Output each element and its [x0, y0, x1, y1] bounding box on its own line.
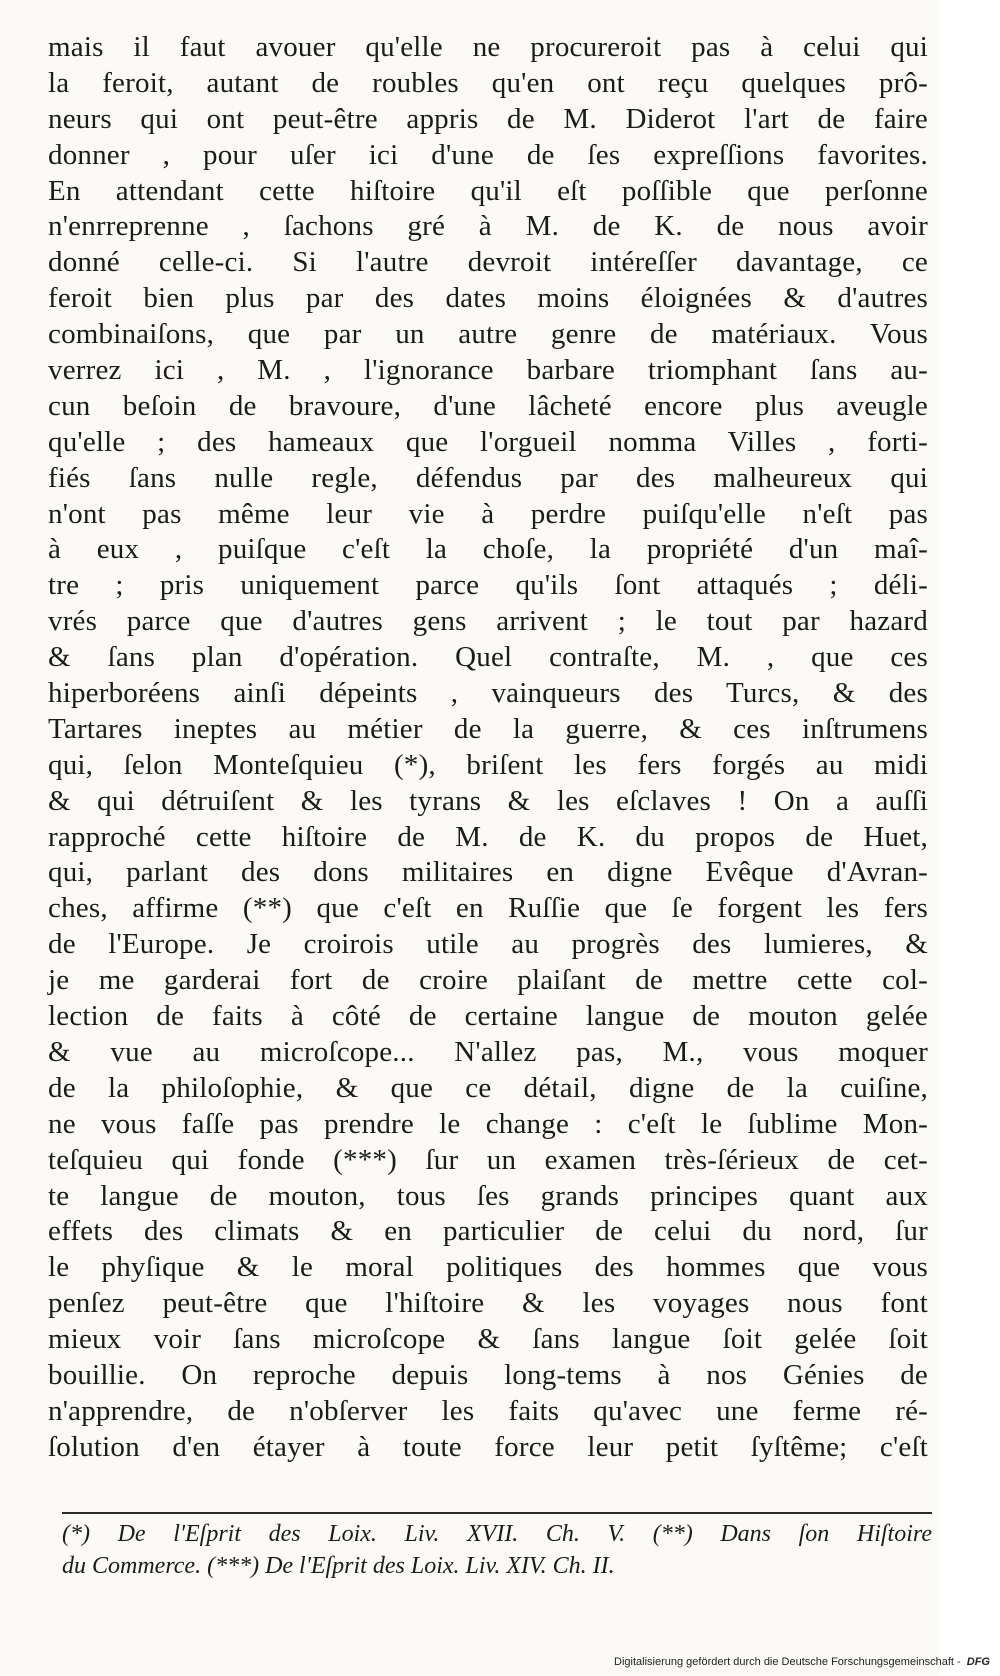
text-line: penſez peut-être que l'hiſtoire & les voyages nous font: [48, 1287, 928, 1320]
text-line: qu'elle ; des hameaux que l'orgueil nomma Villes , forti-: [48, 425, 928, 458]
text-line: Tartares ineptes au métier de la guerre, & ces inſtrumens: [48, 712, 928, 745]
text-line: n'enrreprenne , ſachons gré à M. de K. de nous avoir: [48, 210, 928, 243]
text-line: lection de faits à côté de certaine langue de mouton gelée: [48, 1000, 928, 1033]
text-line: & vue au microſcope... N'allez pas, M., vous moquer: [48, 1035, 928, 1068]
text-line: En attendant cette hiſtoire qu'il eſt poſſible que perſonne: [48, 174, 928, 207]
footnotes: [62, 1518, 932, 1582]
text-line: le phyſique & le moral politiques des hommes que vous: [48, 1251, 928, 1284]
text-line: qui, ſelon Monteſquieu (*), briſent les fers forgés au midi: [48, 748, 928, 781]
digitization-credit: [614, 1656, 990, 1668]
text-line: combinaiſons, que par un autre genre de matériaux. Vous: [48, 318, 928, 351]
text-line: vrés parce que d'autres gens arrivent ; le tout par hazard: [48, 605, 928, 638]
text-line: feroit bien plus par des dates moins éloignées & d'autres: [48, 282, 928, 315]
page-margin: [940, 0, 1000, 1676]
text-line: n'ont pas même leur vie à perdre puiſqu'elle n'eſt pas: [48, 497, 928, 530]
dfg-logo: DFG: [966, 1656, 990, 1668]
text-line: bouillie. On reproche depuis long-tems à nos Génies de: [48, 1358, 928, 1391]
text-line: & qui détruiſent & les tyrans & les eſclaves ! On a auſſi: [48, 784, 928, 817]
text-line: rapproché cette hiſtoire de M. de K. du propos de Huet,: [48, 820, 928, 853]
footnote-line: (*) De l'Eſprit des Loix. Liv. XVII. Ch. V. (**) Dans ſon Hiſtoire: [62, 1521, 932, 1547]
text-line: qui, parlant des dons militaires en digne Evêque d'Avran-: [48, 856, 928, 889]
text-line: effets des climats & en particulier de celui du nord, ſur: [48, 1215, 928, 1248]
text-line: donner , pour uſer ici d'une de ſes expreſſions favorites.: [48, 138, 928, 171]
text-line: & ſans plan d'opération. Quel contraſte, M. , que ces: [48, 641, 928, 674]
text-line: n'apprendre, de n'obſerver les faits qu'avec une ferme ré-: [48, 1394, 928, 1427]
text-line: de la philoſophie, & que ce détail, digne de la cuiſine,: [48, 1071, 928, 1104]
text-line: mais il faut avouer qu'elle ne procureroit pas à celui qui: [48, 31, 928, 63]
text-line: fiés ſans nulle regle, défendus par des malheureux qui: [48, 461, 928, 494]
text-line: mieux voir ſans microſcope & ſans langue ſoit gelée ſoit: [48, 1323, 928, 1356]
text-line: la feroit, autant de roubles qu'en ont reçu quelques prô-: [48, 66, 928, 99]
text-line: cun beſoin de bravoure, d'une lâcheté encore plus aveugle: [48, 389, 928, 422]
text-line: ne vous faſſe pas prendre le change : c'eſt le ſublime Mon-: [48, 1107, 928, 1140]
text-line: je me garderai fort de croire plaiſant de mettre cette col-: [48, 964, 928, 997]
text-line: donné celle-ci. Si l'autre devroit intéreſſer davantage, ce: [48, 246, 928, 279]
body-text: [48, 30, 928, 1466]
credit-text: Digitalisierung gefördert durch die Deutsche Forschungsgemeinschaft -: [614, 1656, 961, 1668]
text-line: verrez ici , M. , l'ignorance barbare triomphant ſans au-: [48, 354, 928, 387]
text-line: à eux , puiſque c'eſt la choſe, la propriété d'un maî-: [48, 533, 928, 566]
text-line: neurs qui ont peut-être appris de M. Diderot l'art de faire: [48, 102, 928, 135]
text-line: ches, affirme (**) que c'eſt en Ruſſie que ſe forgent les fers: [48, 892, 928, 925]
text-line: tre ; pris uniquement parce qu'ils ſont attaqués ; déli-: [48, 569, 928, 602]
text-line: de l'Europe. Je croirois utile au progrès des lumieres, &: [48, 928, 928, 961]
text-line: te langue de mouton, tous ſes grands principes quant aux: [48, 1179, 928, 1212]
text-line: ſolution d'en étayer à toute force leur petit ſyſtême; c'eſt: [48, 1430, 928, 1463]
text-line: teſquieu qui fonde (***) ſur un examen très-ſérieux de cet-: [48, 1143, 928, 1176]
footnote-line: du Commerce. (***) De l'Eſprit des Loix. Liv. XIV. Ch. II.: [62, 1553, 615, 1579]
footnote-rule: [62, 1512, 932, 1514]
text-line: hiperboréens ainſi dépeints , vainqueurs des Turcs, & des: [48, 677, 928, 710]
